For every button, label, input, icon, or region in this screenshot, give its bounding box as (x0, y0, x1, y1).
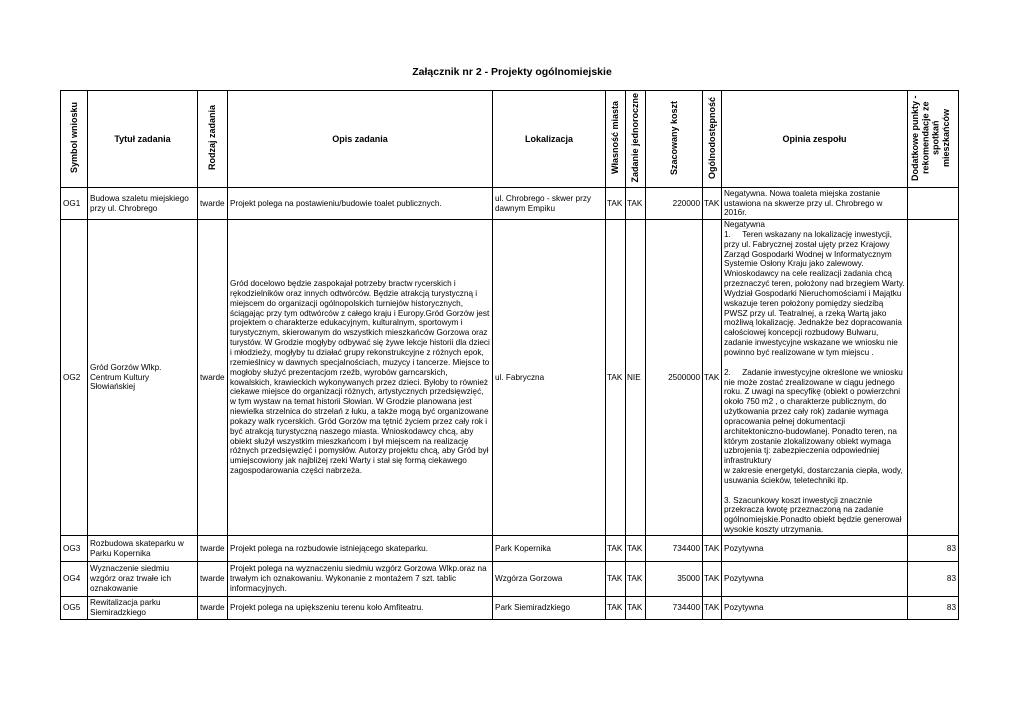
cell-opis: Projekt polega na upiększeniu terenu koło Amfiteatru. (228, 597, 493, 620)
header-row (61, 91, 959, 188)
cell-symbol: OG2 (61, 220, 88, 536)
cell-tytul: Wyznaczenie siedmiu wzgórz oraz trwałe ich oznakowanie (88, 562, 198, 597)
header-opis: Opis zadania (228, 91, 493, 188)
cell-rodzaj: twarde (198, 597, 228, 620)
cell-symbol: OG3 (61, 536, 88, 562)
cell-lokalizacja: Wzgórza Gorzowa (493, 562, 606, 597)
cell-opinia: Pozytywna (722, 597, 908, 620)
cell-punkty (908, 220, 959, 536)
cell-wlasnosc: TAK (606, 562, 626, 597)
cell-opinia: Negatywna 1. Teren wskazany na lokalizację inwestycji, przy ul. Fabrycznej został ujęty przez Krajowy Zarząd Gospodarki Wodnej w Informatycznym Systemie Osłony Kraju jako zalewowy. Wnioskodawcy na cele realizacji zadania chcą przeznaczyć teren, położony nad brzegiem Warty. Wydział Gospodarki Nieruchomościami i Majątku wskazuje teren położony pomiędzy siedzibą PWSZ przy ul. Teatralnej, a rzeką Wartą jako możliwą lokalizację. Jednakże bez dopracowania całościowej koncepcji rozbudowy Bulwaru, zadanie inwestycyjne wskazane we wniosku nie powinno być realizowane w tym miejscu . 2. Zadanie inwestycyjne określone we wniosku nie może zostać zrealizowane w ciągu jednego roku. Z uwagi na specyfikę (obiekt o powierzchni około 750 m2 , o charakterze publicznym, do użytkowania przez cały rok) zadanie wymaga opracowania pełnej dokumentacji architektoniczno-budowlanej. Ponadto teren, na którym zostanie zlokalizowany obiekt wymaga uzbrojenia tj: zabezpieczenia odpowiedniej infrastruktury w zakresie energetyki, dostarczania ciepła, wody, usuwania ścieków, teletechniki itp. 3. Szacunkowy koszt inwestycji znacznie przekracza kwotę przeznaczoną na zadanie ogólnomiejskie.Ponadto obiekt będzie generował wysokie koszty utrzymania. (722, 220, 908, 536)
cell-opis: Projekt polega na rozbudowie istniejącego skateparku. (228, 536, 493, 562)
cell-koszt: 734400 (646, 536, 703, 562)
header-lokalizacja: Lokalizacja (493, 91, 606, 188)
cell-jednoroczne: NIE (626, 220, 646, 536)
cell-koszt: 2500000 (646, 220, 703, 536)
cell-koszt: 734400 (646, 597, 703, 620)
cell-wlasnosc: TAK (606, 597, 626, 620)
header-tytul: Tytuł zadania (88, 91, 198, 188)
cell-wlasnosc: TAK (606, 188, 626, 220)
cell-opis: Gród docelowo będzie zaspokajał potrzeby bractw rycerskich i rękodzielników oraz innych odtwórców. Będzie atrakcją turystyczną i miejscem do organizacji ogólnopolskich turniejów historycznych, ściągając przy tym odtwórców z całego kraju i Europy.Gród Gorzów jest projektem o charakterze edukacyjnym, kulturalnym, sportowym i turystycznym, skierowanym do wszystkich mieszkańców Gorzowa oraz turystów. W Grodzie mogłyby odbywać się żywe lekcje historii dla dzieci i młodzieży, mogłyby tu działać grupy rekonstrukcyjne z różnych epok, rzemieślnicy w dawnych specjalnościach, muzycy i tancerze. Miejsce to mogłoby służyć prezentacjom rzeźb, wyrobów garncarskich, kowalskich, krawieckich wykonywanych przez dzieci. Byłoby to również ciekawe miejsce do organizacji różnych, artystycznych przedsięwzięć, w tym wystaw na temat historii Słowian. W Grodzie planowana jest niewielka strzelnica do strzelań z łuku, a także mogą być organizowane pokazy walk rycerskich. Gród Gorzów ma tętnić życiem przez cały rok i być atrakcją turystyczną naszego miasta. Wnioskodawcy chcą, aby obiekt służył wszystkim mieszkańcom i był miejscem na realizację różnych przedsięwzięć i pomysłów. Autorzy projektu chcą, aby Gród był umiejscowiony jak najbliżej rzeki Warty i stał się formą ciekawego zagospodarowania części nabrzeża. (228, 220, 493, 536)
cell-tytul: Budowa szaletu miejskiego przy ul. Chrobrego (88, 188, 198, 220)
cell-lokalizacja: ul. Fabryczna (493, 220, 606, 536)
cell-symbol: OG4 (61, 562, 88, 597)
cell-wlasnosc: TAK (606, 220, 626, 536)
cell-opinia: Pozytywna (722, 536, 908, 562)
cell-jednoroczne: TAK (626, 562, 646, 597)
cell-punkty (908, 188, 959, 220)
header-wlasnosc: Własność miasta (610, 101, 621, 175)
cell-tytul: Rewitalizacja parku Siemiradzkiego (88, 597, 198, 620)
cell-jednoroczne: TAK (626, 188, 646, 220)
cell-symbol: OG5 (61, 597, 88, 620)
table-row (61, 597, 959, 620)
cell-jednoroczne: TAK (626, 597, 646, 620)
header-opinia: Opinia zespołu (722, 91, 908, 188)
cell-lokalizacja: ul. Chrobrego - skwer przy dawnym Empiku (493, 188, 606, 220)
cell-dostepnosc: TAK (703, 536, 722, 562)
table-row (61, 220, 959, 536)
cell-jednoroczne: TAK (626, 536, 646, 562)
header-koszt: Szacowany koszt (668, 100, 679, 175)
cell-tytul: Gród Gorzów Wlkp. Centrum Kultury Słowiańskiej (88, 220, 198, 536)
document-title: Załącznik nr 2 - Projekty ogólnomiejskie (412, 66, 612, 78)
cell-opis: Projekt polega na postawieniu/budowie toalet publicznych. (228, 188, 493, 220)
header-dostepnosc: Ogólnodostępność (706, 96, 717, 179)
cell-opis: Projekt polega na wyznaczeniu siedmiu wzgórz Gorzowa Wlkp.oraz na trwałym ich oznakowaniu. Wykonanie z montażem 7 szt. tablic informacyjnych. (228, 562, 493, 597)
cell-punkty: 83 (908, 562, 959, 597)
cell-rodzaj: twarde (198, 188, 228, 220)
cell-dostepnosc: TAK (703, 562, 722, 597)
header-symbol: Symbol wniosku (68, 102, 79, 174)
header-rodzaj: Rodzaj zadania (207, 105, 218, 171)
cell-dostepnosc: TAK (703, 597, 722, 620)
cell-rodzaj: twarde (198, 562, 228, 597)
cell-dostepnosc: TAK (703, 220, 722, 536)
projects-table (60, 90, 959, 620)
cell-wlasnosc: TAK (606, 536, 626, 562)
cell-tytul: Rozbudowa skateparku w Parku Kopernika (88, 536, 198, 562)
cell-dostepnosc: TAK (703, 188, 722, 220)
table-row (61, 562, 959, 597)
table-row (61, 188, 959, 220)
cell-koszt: 35000 (646, 562, 703, 597)
cell-punkty: 83 (908, 597, 959, 620)
table-row (61, 536, 959, 562)
cell-rodzaj: twarde (198, 220, 228, 536)
cell-koszt: 220000 (646, 188, 703, 220)
cell-symbol: OG1 (61, 188, 88, 220)
cell-punkty: 83 (908, 536, 959, 562)
cell-rodzaj: twarde (198, 536, 228, 562)
header-jednoroczne: Zadanie jednoroczne (630, 92, 641, 183)
cell-lokalizacja: Park Kopernika (493, 536, 606, 562)
cell-opinia: Pozytywna (722, 562, 908, 597)
header-dodatkowe: Dodatkowe punkty - rekomendacje ze spotkań mieszkańców (910, 94, 952, 181)
cell-opinia: Negatywna. Nowa toaleta miejska zostanie ustawiona na skwerze przy ul. Chrobrego w 2016r. (722, 188, 908, 220)
cell-lokalizacja: Park Siemiradzkiego (493, 597, 606, 620)
